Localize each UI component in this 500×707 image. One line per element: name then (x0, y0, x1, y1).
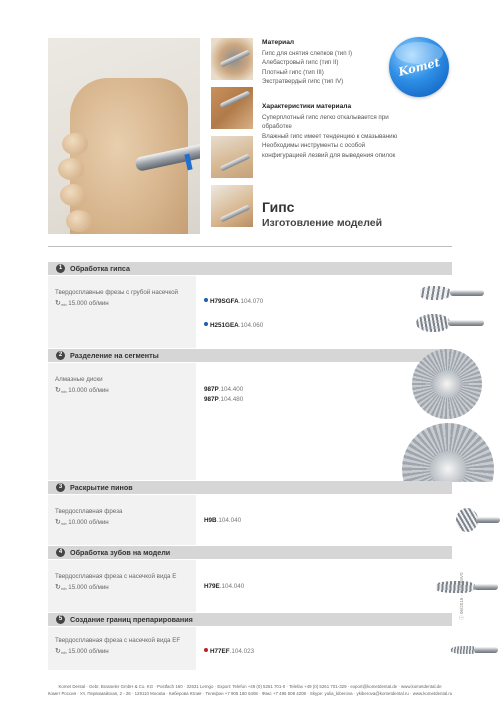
material-heading: Материал (262, 39, 295, 46)
section-row-3 (48, 495, 452, 545)
row-code-cell (198, 627, 288, 670)
section-header-1 (48, 262, 452, 275)
page-subtitle: Изготовление моделей (262, 217, 383, 229)
section-header-2 (48, 349, 452, 362)
tooth-shape (58, 158, 84, 180)
row-image-cell (290, 560, 452, 612)
brand-name: Komet (396, 55, 442, 79)
property-item: Суперплотный гипс легко откалывается при (262, 114, 389, 121)
row-image-cell (290, 363, 452, 480)
footer-line: Komet Dental · Gebr. Brasseler GmbH & Co. KG · Postfach 160 · 32631 Lemgo · Export: Telefon +49 (0) 5261 701-0 · Telefax +49 (0) 5261 701-329 · export@kometdental.de · www.kometdental.de (58, 684, 442, 689)
page-title-block (262, 199, 382, 229)
section-header-5 (48, 613, 452, 626)
speed-value: ↻min 15.000 об/мин (55, 300, 109, 307)
material-item: Гипс для снятия слепков (тип I) (262, 50, 353, 57)
speed-value: ↻min 15.000 об/мин (55, 648, 109, 655)
material-item: Алебастровый гипс (тип II) (262, 59, 339, 67)
blue-dot-icon (204, 298, 208, 302)
property-item: Необходимы инструменты с особой (262, 142, 366, 150)
product-code: 987P.104.400 (204, 386, 244, 393)
property-item: обработке (262, 123, 292, 131)
divider (48, 246, 452, 247)
section-number: 2 (56, 351, 65, 360)
blue-dot-icon (204, 322, 208, 326)
product-code: H9B.104.040 (204, 517, 242, 524)
section-header-3 (48, 481, 452, 494)
footer (48, 684, 452, 698)
row-code-cell (198, 276, 288, 348)
tool-description: Твердосплавная фреза с насечкой вида E (55, 573, 177, 580)
section-title: Создание границ препарирования (70, 615, 193, 624)
tooth-shape (66, 210, 92, 232)
row-code-cell (198, 560, 288, 612)
section-header-4 (48, 546, 452, 559)
material-item: Плотный гипс (тип III) (262, 68, 324, 76)
rotation-icon: ↻ (55, 387, 61, 394)
row-description-cell (48, 363, 196, 480)
product-code: H77EF.104.023 (204, 648, 254, 655)
rotation-icon: ↻ (55, 519, 61, 526)
footer-line: Комет Россия · Ул. Первомайская, 2 - 26 · 129110 Москва · Киберова Юлия · Телефон +7 905 180 6408 · Факс +7 495 508 4208 · Skype: yulia_kiberova · ykiberova@kometdental.ru · www.kometdental.ru (48, 690, 453, 696)
properties-heading: Характеристики материала (262, 103, 352, 110)
row-image-cell (290, 495, 452, 545)
property-item: конфигурацией лезвий для выведения опилок (262, 151, 396, 159)
side-code: ⓘ 06/2016 · 410585V0 (459, 572, 464, 620)
tool-description: Твердосплавная фреза (55, 508, 123, 515)
red-dot-icon (204, 648, 208, 652)
material-item: Экстратвердый гипс (тип IV) (262, 78, 344, 86)
row-description-cell (48, 495, 196, 545)
section-number: 5 (56, 615, 65, 624)
tooth-shape (60, 184, 86, 206)
section-row-5 (48, 627, 452, 670)
komet-logo (389, 37, 449, 97)
row-image-cell (290, 627, 452, 670)
thumbnail-photo-3 (211, 136, 253, 178)
thumbnail-photo-2 (211, 87, 253, 129)
page-title: Гипс (262, 199, 295, 215)
diamond-disc-small-image (412, 349, 482, 419)
product-code: H251GEA.104.060 (204, 322, 263, 329)
speed-value: ↻min 10.000 об/мин (55, 519, 109, 526)
section-row-4 (48, 560, 452, 612)
rotation-icon: ↻ (55, 584, 61, 591)
tool-description: Твердосплавная фреза с насечкой вида EF (55, 637, 181, 644)
thumbnail-photo-1 (211, 38, 253, 80)
section-title: Обработка гипса (70, 264, 131, 273)
section-row-1 (48, 276, 452, 348)
tool-description: Алмазные диски (55, 376, 103, 383)
product-code: H79SGFA.104.070 (204, 298, 263, 305)
row-description-cell (48, 560, 196, 612)
property-item: Влажный гипс имеет тенденцию к смазыванию (262, 132, 398, 140)
hero-photo-model-bur (48, 38, 200, 234)
row-code-cell (198, 495, 288, 545)
tool-description: Твердосплавные фрезы с грубой насечкой (55, 289, 179, 296)
speed-value: ↻min 10.000 об/мин (55, 387, 109, 394)
row-description-cell (48, 627, 196, 670)
product-code: H79E.104.040 (204, 583, 245, 590)
tooth-shape (62, 133, 88, 155)
thumbnail-photo-4 (211, 185, 253, 227)
row-description-cell (48, 276, 196, 348)
section-title: Обработка зубов на модели (70, 548, 171, 557)
product-code: 987P.104.480 (204, 396, 244, 403)
rotation-icon: ↻ (55, 300, 61, 307)
speed-value: ↻min 15.000 об/мин (55, 584, 109, 591)
section-number: 4 (56, 548, 65, 557)
section-number: 3 (56, 483, 65, 492)
rotation-icon: ↻ (55, 648, 61, 655)
section-title: Разделение на сегменты (70, 351, 159, 360)
row-code-cell (198, 363, 288, 480)
properties-info (262, 103, 422, 160)
section-number: 1 (56, 264, 65, 273)
row-image-cell (290, 276, 452, 348)
section-title: Раскрытие пинов (70, 483, 133, 492)
section-row-2 (48, 363, 452, 480)
